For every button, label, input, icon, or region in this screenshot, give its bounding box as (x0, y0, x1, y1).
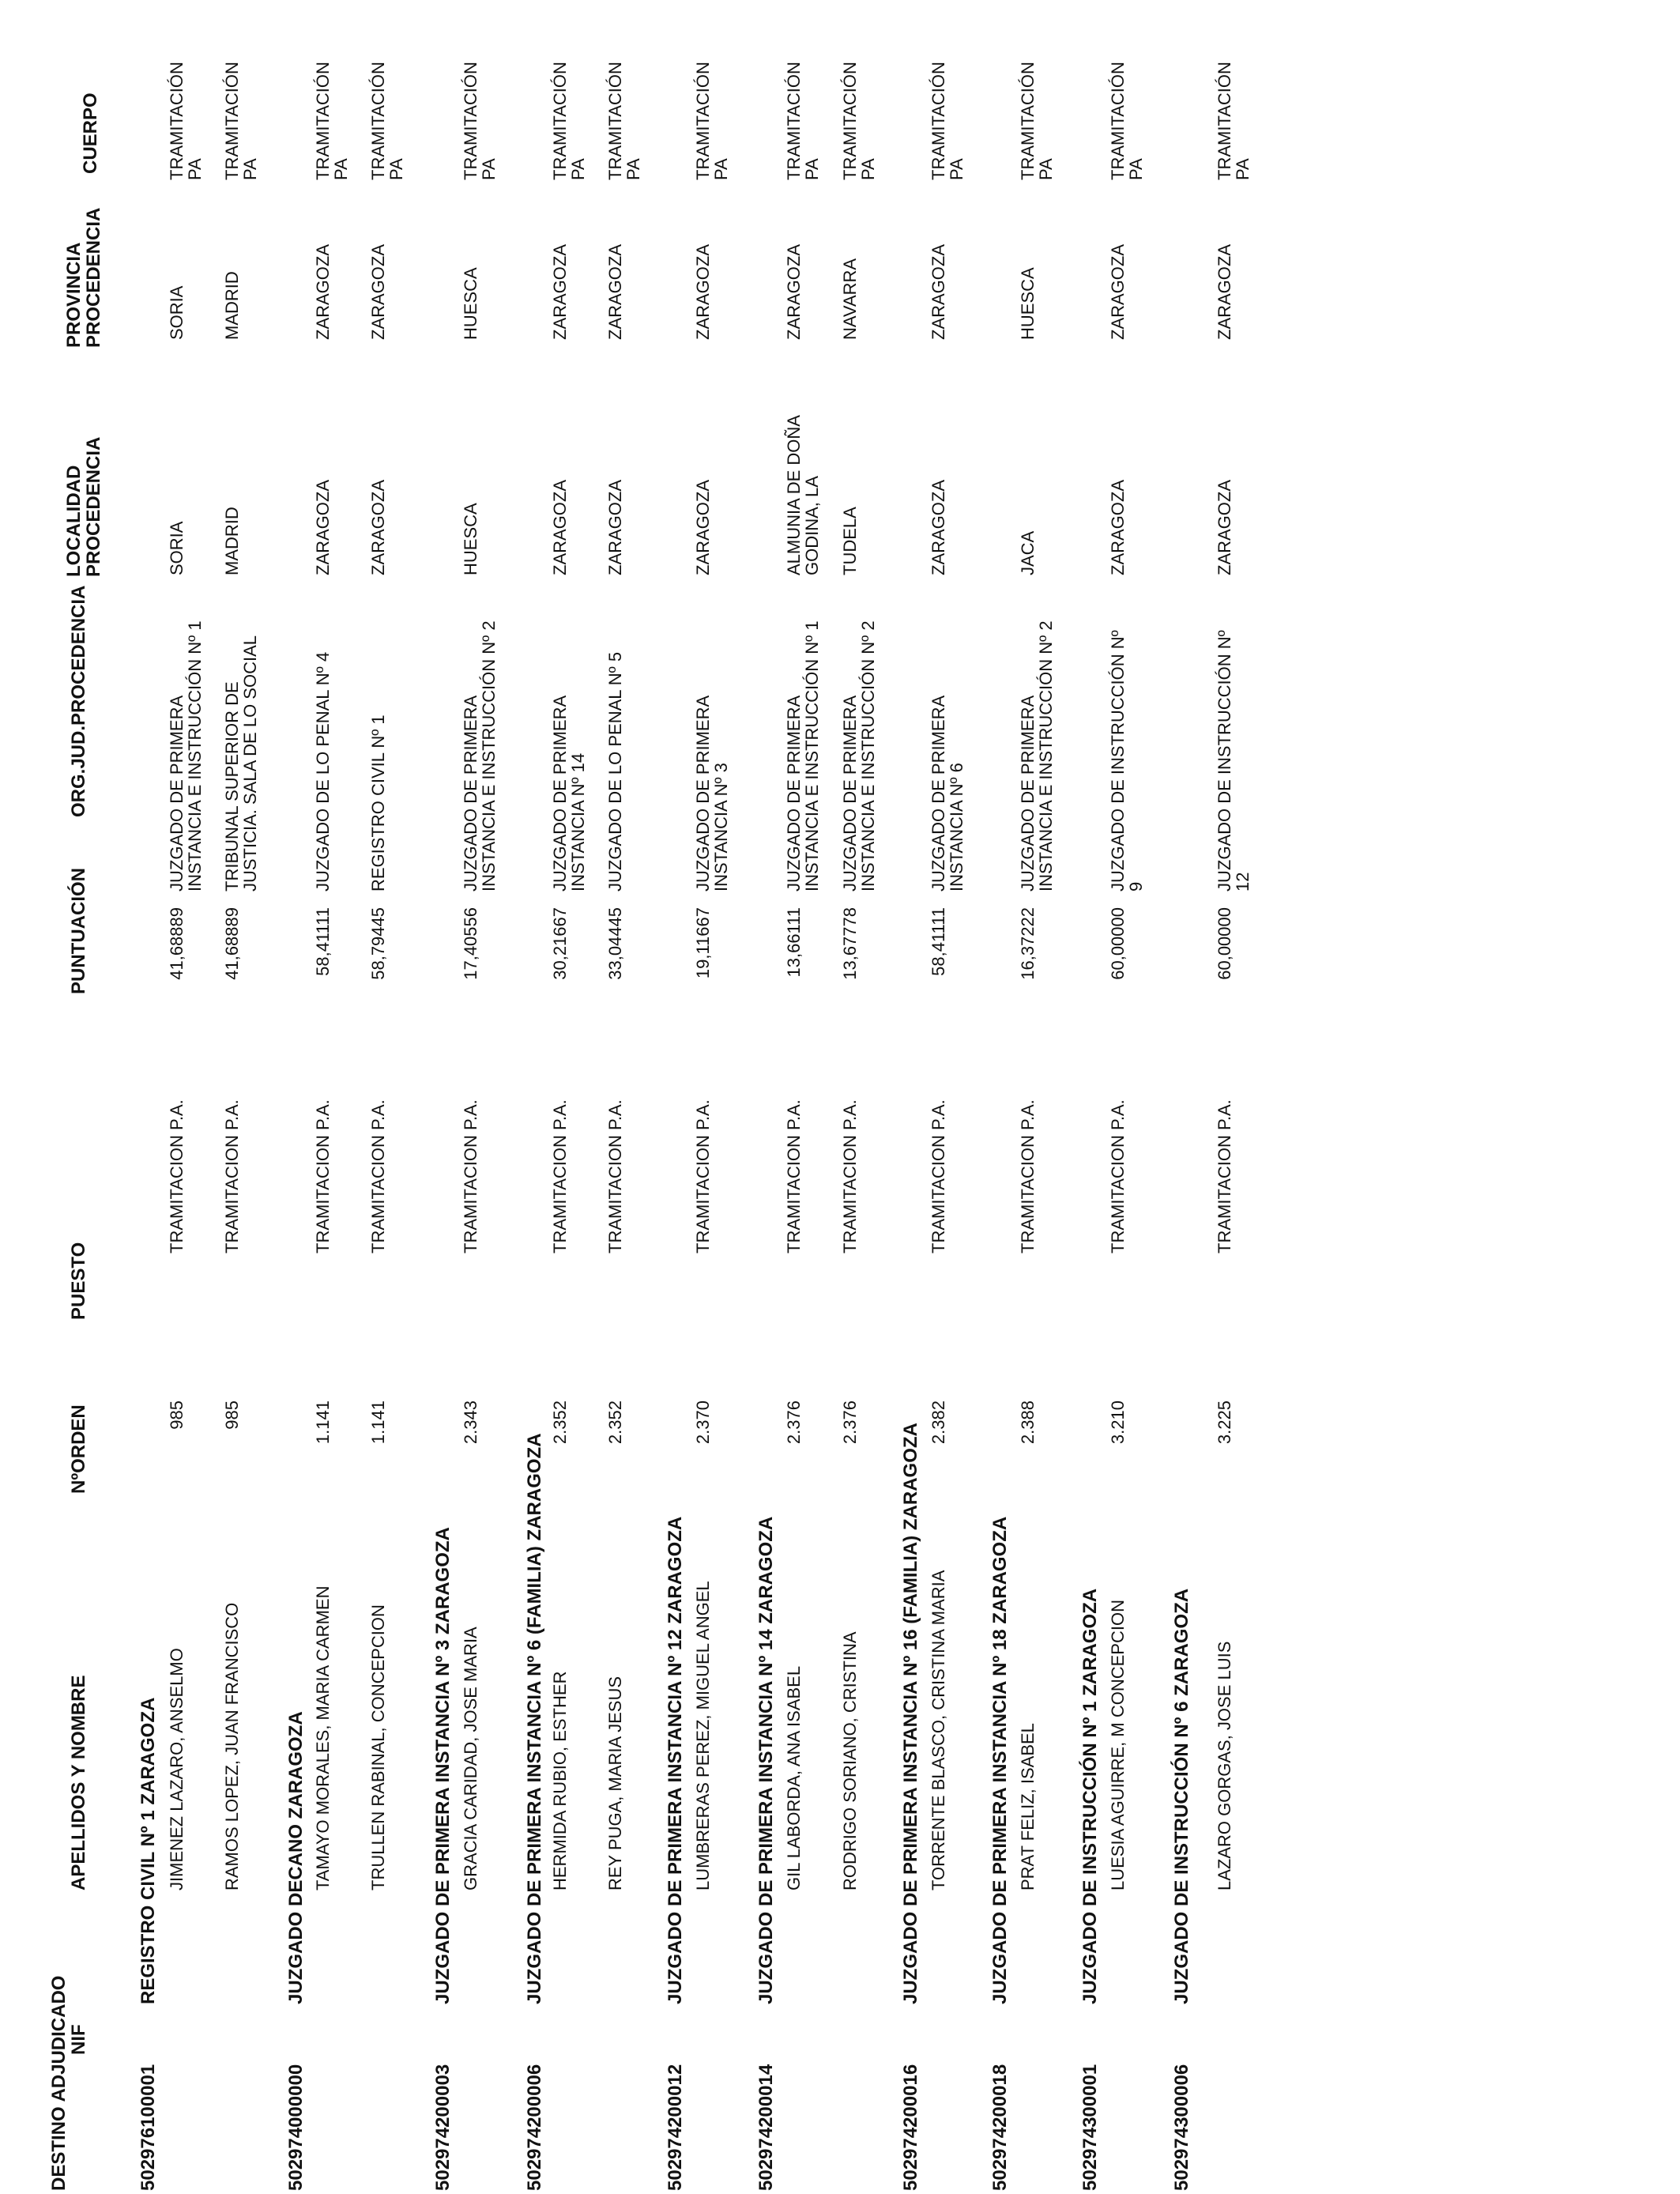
row-org (168, 620, 204, 892)
row-localidad (461, 503, 480, 575)
row-name: HERMIDA RUBIO, ESTHER (550, 1671, 570, 1891)
row-name: TORRENTE BLASCO, CRISTINA MARIA (929, 1570, 948, 1891)
row-puntuacion: 13,66111 (784, 907, 804, 978)
row-orden: 2.343 (461, 1400, 480, 1445)
row-cuerpo-l2: PA (386, 158, 406, 180)
row-puesto: TRAMITACION P.A. (550, 1099, 570, 1253)
group-code: 502974200016 (900, 2064, 921, 2191)
row-org-l1: JUZGADO DE INSTRUCCIÓN Nº (1215, 630, 1234, 892)
row-provincia: ZARAGOZA (1215, 243, 1234, 340)
row-provincia: MADRID (222, 271, 242, 340)
header-localidad-l1: LOCALIDAD (63, 465, 85, 577)
row-cuerpo (461, 62, 498, 180)
group-title: JUZGADO DECANO ZARAGOZA (285, 1711, 307, 2004)
row-puesto: TRAMITACION P.A. (222, 1099, 242, 1253)
row-puntuacion: 41,68889 (222, 907, 242, 980)
group-title: JUZGADO DE PRIMERA INSTANCIA Nº 12 ZARAGOZA (665, 1516, 686, 2004)
row-org (461, 620, 498, 892)
row-localidad-l1: ALMUNIA DE DOÑA (784, 415, 804, 575)
row-cuerpo-l2: PA (1036, 158, 1056, 180)
header-cuerpo: CUERPO (80, 92, 101, 174)
row-org-l2: INSTANCIA Nº 14 (568, 752, 588, 892)
row-puntuacion: 30,21667 (550, 907, 570, 980)
row-cuerpo-l1: TRAMITACIÓN (840, 62, 860, 180)
row-cuerpo (369, 62, 405, 180)
row-puntuacion: 17,40556 (461, 907, 480, 980)
row-cuerpo-l2: PA (331, 158, 351, 180)
row-cuerpo (551, 62, 587, 180)
row-org (314, 652, 332, 892)
group-title: JUZGADO DE PRIMERA INSTANCIA Nº 16 (FAMILIA) ZARAGOZA (900, 1423, 921, 2004)
header-localidad-l2: PROCEDENCIA (83, 436, 104, 577)
row-localidad-l1: JACA (1018, 530, 1038, 575)
row-cuerpo (929, 62, 966, 180)
row-localidad (1109, 480, 1127, 575)
row-org (1109, 630, 1145, 892)
row-localidad-l1: HUESCA (461, 503, 480, 575)
row-localidad-l1: ZARAGOZA (929, 479, 948, 575)
row-localidad-l1: ZARAGOZA (550, 479, 570, 575)
row-localidad-l1: ZARAGOZA (1108, 479, 1128, 575)
row-localidad (1019, 531, 1037, 575)
row-orden: 2.388 (1018, 1400, 1038, 1445)
row-puntuacion: 60,00000 (1108, 907, 1128, 980)
row-puntuacion: 58,79445 (368, 907, 388, 980)
row-puesto: TRAMITACION P.A. (1108, 1099, 1128, 1253)
row-localidad (168, 522, 186, 575)
row-org (929, 696, 966, 892)
row-puesto: TRAMITACION P.A. (693, 1099, 713, 1253)
row-cuerpo-l2: PA (185, 158, 205, 180)
row-localidad-l2: GODINA, LA (802, 476, 822, 575)
row-org-l1: TRIBUNAL SUPERIOR DE (222, 681, 242, 892)
row-provincia: ZARAGOZA (368, 243, 388, 340)
group-code: 502976100001 (137, 2064, 159, 2191)
row-name: GRACIA CARIDAD, JOSE MARIA (461, 1627, 480, 1891)
row-org-l2: INSTANCIA E INSTRUCCIÓN Nº 2 (858, 620, 878, 892)
row-puesto: TRAMITACION P.A. (605, 1099, 625, 1253)
row-orden: 2.376 (784, 1400, 804, 1445)
row-puntuacion: 58,41111 (313, 907, 333, 976)
row-org (223, 635, 259, 892)
row-org-l2: INSTANCIA E INSTRUCCIÓN Nº 1 (185, 620, 205, 892)
row-org-l2: JUSTICIA. SALA DE LO SOCIAL (240, 635, 260, 892)
row-cuerpo-l1: TRAMITACIÓN (1018, 62, 1038, 180)
row-org-l2: 9 (1126, 881, 1146, 892)
group-code: 502974200018 (989, 2064, 1011, 2191)
row-cuerpo-l2: PA (711, 158, 731, 180)
header-puesto: PUESTO (68, 1242, 89, 1320)
row-orden: 1.141 (313, 1400, 333, 1445)
header-org: ORG.JUD.PROCEDENCIA (68, 585, 89, 817)
row-puntuacion: 13,67778 (840, 907, 860, 980)
row-cuerpo (314, 62, 350, 180)
row-cuerpo-l2: PA (568, 158, 588, 180)
header-norden: NºORDEN (68, 1404, 89, 1494)
row-provincia: ZARAGOZA (1108, 243, 1128, 340)
row-provincia: HUESCA (461, 267, 480, 340)
row-puesto: TRAMITACION P.A. (840, 1099, 860, 1253)
row-cuerpo-l1: TRAMITACIÓN (368, 62, 388, 180)
row-cuerpo-l1: TRAMITACIÓN (550, 62, 570, 180)
row-cuerpo-l2: PA (1126, 158, 1146, 180)
row-org-l2: INSTANCIA Nº 6 (947, 763, 966, 892)
row-provincia: NAVARRA (840, 258, 860, 340)
row-orden: 2.382 (929, 1400, 948, 1445)
row-localidad (929, 480, 947, 575)
row-cuerpo-l2: PA (479, 158, 499, 180)
row-name: LAZARO GORGAS, JOSE LUIS (1215, 1641, 1234, 1891)
row-name: TRULLEN RABINAL, CONCEPCION (368, 1604, 388, 1891)
row-puesto: TRAMITACION P.A. (929, 1099, 948, 1253)
row-org-l1: JUZGADO DE LO PENAL Nº 4 (313, 651, 333, 892)
row-cuerpo-l1: TRAMITACIÓN (929, 62, 948, 180)
row-name: RAMOS LOPEZ, JUAN FRANCISCO (222, 1602, 242, 1891)
group-code: 502974200012 (665, 2064, 686, 2191)
row-localidad (551, 480, 569, 575)
group-code: 502974300001 (1079, 2064, 1101, 2191)
group-code: 502974200003 (432, 2064, 454, 2191)
row-orden: 2.352 (550, 1400, 570, 1445)
row-cuerpo (1215, 62, 1252, 180)
row-org (551, 696, 587, 892)
row-puntuacion: 41,68889 (167, 907, 186, 980)
row-cuerpo (606, 62, 642, 180)
row-puesto: TRAMITACION P.A. (784, 1099, 804, 1253)
row-puntuacion: 58,41111 (929, 907, 948, 976)
row-org-l1: JUZGADO DE PRIMERA (550, 695, 570, 892)
header-puntuacion: PUNTUACIÓN (68, 868, 89, 994)
row-cuerpo-l1: TRAMITACIÓN (1215, 62, 1234, 180)
row-puntuacion: 19,11667 (693, 907, 713, 979)
row-org (1215, 630, 1252, 892)
header-apellidos: APELLIDOS Y NOMBRE (68, 1675, 89, 1891)
row-name: RODRIGO SORIANO, CRISTINA (840, 1631, 860, 1891)
row-org-l1: JUZGADO DE PRIMERA (784, 695, 804, 892)
row-cuerpo-l2: PA (623, 158, 643, 180)
group-title: JUZGADO DE PRIMERA INSTANCIA Nº 14 ZARAGOZA (755, 1516, 777, 2004)
row-localidad-l1: ZARAGOZA (605, 479, 625, 575)
row-localidad (369, 480, 387, 575)
header-provincia-l1: PROVINCIA (63, 242, 85, 348)
row-localidad-l1: ZARAGOZA (1215, 479, 1234, 575)
group-code: 502974200006 (524, 2064, 545, 2191)
row-cuerpo (223, 62, 259, 180)
row-org (369, 714, 387, 892)
row-localidad (694, 480, 712, 575)
row-puntuacion: 60,00000 (1215, 907, 1234, 980)
row-puesto: TRAMITACION P.A. (461, 1099, 480, 1253)
row-localidad-l1: ZARAGOZA (368, 479, 388, 575)
row-org-l2: INSTANCIA E INSTRUCCIÓN Nº 2 (1036, 620, 1056, 892)
row-org-l2: INSTANCIA E INSTRUCCIÓN Nº 1 (802, 620, 822, 892)
row-cuerpo-l1: TRAMITACIÓN (461, 62, 480, 180)
row-provincia: ZARAGOZA (929, 243, 948, 340)
group-code: 502974000000 (285, 2064, 307, 2191)
row-localidad-l1: SORIA (167, 521, 186, 575)
row-org (841, 620, 877, 892)
group-code: 502974200014 (755, 2064, 777, 2191)
row-org (785, 620, 821, 892)
row-orden: 2.370 (693, 1400, 713, 1445)
row-cuerpo (1019, 62, 1055, 180)
row-orden: 2.376 (840, 1400, 860, 1445)
row-orden: 985 (167, 1400, 186, 1430)
row-provincia: ZARAGOZA (784, 243, 804, 340)
row-orden: 3.210 (1108, 1400, 1128, 1445)
row-localidad-l1: MADRID (222, 507, 242, 575)
row-name: GIL LABORDA, ANA ISABEL (784, 1665, 804, 1891)
row-cuerpo-l2: PA (802, 158, 822, 180)
row-puesto: TRAMITACION P.A. (167, 1099, 186, 1253)
row-cuerpo-l1: TRAMITACIÓN (222, 62, 242, 180)
row-org (606, 652, 624, 892)
row-localidad (1215, 480, 1234, 575)
row-org-l1: REGISTRO CIVIL Nº 1 (368, 714, 388, 892)
row-orden: 3.225 (1215, 1400, 1234, 1445)
row-provincia: ZARAGOZA (605, 243, 625, 340)
header-provincia-l2: PROCEDENCIA (83, 207, 104, 348)
group-title: JUZGADO DE INSTRUCCIÓN Nº 1 ZARAGOZA (1079, 1588, 1101, 2004)
row-puesto: TRAMITACION P.A. (313, 1099, 333, 1253)
row-name: LUESIA AGUIRRE, M CONCEPCION (1108, 1600, 1128, 1891)
row-name: JIMENEZ LAZARO, ANSELMO (167, 1648, 186, 1891)
row-cuerpo-l1: TRAMITACIÓN (784, 62, 804, 180)
row-org-l1: JUZGADO DE PRIMERA (167, 695, 186, 892)
row-orden: 1.141 (368, 1400, 388, 1445)
row-org (694, 696, 730, 892)
row-org-l1: JUZGADO DE PRIMERA (693, 695, 713, 892)
group-title: REGISTRO CIVIL Nº 1 ZARAGOZA (137, 1697, 159, 2004)
group-code: 502974300006 (1171, 2064, 1192, 2191)
header-provincia (64, 208, 104, 348)
row-org-l2: INSTANCIA E INSTRUCCIÓN Nº 2 (479, 620, 499, 892)
row-org-l1: JUZGADO DE PRIMERA (840, 695, 860, 892)
row-cuerpo-l2: PA (858, 158, 878, 180)
row-org-l2: INSTANCIA Nº 3 (711, 763, 731, 892)
row-provincia: ZARAGOZA (693, 243, 713, 340)
row-cuerpo (168, 62, 204, 180)
row-localidad-l1: ZARAGOZA (693, 479, 713, 575)
row-localidad (223, 507, 241, 575)
row-name: LUMBRERAS PEREZ, MIGUEL ANGEL (693, 1581, 713, 1891)
row-puntuacion: 16,37222 (1018, 907, 1038, 980)
row-puesto: TRAMITACION P.A. (368, 1099, 388, 1253)
row-name: PRAT FELIZ, ISABEL (1018, 1723, 1038, 1891)
group-title: JUZGADO DE PRIMERA INSTANCIA Nº 3 ZARAGOZA (432, 1527, 454, 2004)
row-org-l1: JUZGADO DE LO PENAL Nº 5 (605, 651, 625, 892)
row-cuerpo (785, 62, 821, 180)
row-name: TAMAYO MORALES, MARIA CARMEN (313, 1585, 333, 1891)
row-provincia: HUESCA (1018, 267, 1038, 340)
row-localidad (785, 415, 821, 575)
row-localidad-l1: TUDELA (840, 507, 860, 575)
row-cuerpo-l2: PA (240, 158, 260, 180)
row-cuerpo-l1: TRAMITACIÓN (167, 62, 186, 180)
row-cuerpo-l1: TRAMITACIÓN (693, 62, 713, 180)
row-cuerpo-l2: PA (1233, 158, 1252, 180)
row-cuerpo-l1: TRAMITACIÓN (1108, 62, 1128, 180)
row-cuerpo (1109, 62, 1145, 180)
row-org-l1: JUZGADO DE PRIMERA (929, 695, 948, 892)
row-org (1019, 620, 1055, 892)
row-cuerpo-l1: TRAMITACIÓN (605, 62, 625, 180)
row-orden: 2.352 (605, 1400, 625, 1445)
row-org-l1: JUZGADO DE PRIMERA (461, 695, 480, 892)
row-cuerpo (841, 62, 877, 180)
row-provincia: SORIA (167, 285, 186, 340)
row-provincia: ZARAGOZA (313, 243, 333, 340)
row-provincia: ZARAGOZA (550, 243, 570, 340)
row-puesto: TRAMITACION P.A. (1215, 1099, 1234, 1253)
row-localidad (606, 480, 624, 575)
header-localidad (64, 437, 104, 577)
row-cuerpo (694, 62, 730, 180)
row-name: REY PUGA, MARIA JESUS (605, 1676, 625, 1891)
row-puntuacion: 33,04445 (605, 907, 625, 980)
page-title: DESTINO ADJUDICADO (48, 1975, 70, 2191)
row-localidad (841, 507, 859, 575)
row-cuerpo-l2: PA (947, 158, 966, 180)
row-org-l1: JUZGADO DE PRIMERA (1018, 695, 1038, 892)
header-nif: NIF (68, 2024, 89, 2055)
row-cuerpo-l1: TRAMITACIÓN (313, 62, 333, 180)
row-localidad-l1: ZARAGOZA (313, 479, 333, 575)
row-localidad (314, 480, 332, 575)
row-puesto: TRAMITACION P.A. (1018, 1099, 1038, 1253)
row-orden: 985 (222, 1400, 242, 1430)
group-title: JUZGADO DE PRIMERA INSTANCIA Nº 18 ZARAGOZA (989, 1516, 1011, 2004)
row-org-l2: 12 (1233, 872, 1252, 892)
group-title: JUZGADO DE INSTRUCCIÓN Nº 6 ZARAGOZA (1171, 1588, 1192, 2004)
group-title: JUZGADO DE PRIMERA INSTANCIA Nº 6 (FAMILIA) ZARAGOZA (524, 1433, 545, 2004)
row-org-l1: JUZGADO DE INSTRUCCIÓN Nº (1108, 630, 1128, 892)
